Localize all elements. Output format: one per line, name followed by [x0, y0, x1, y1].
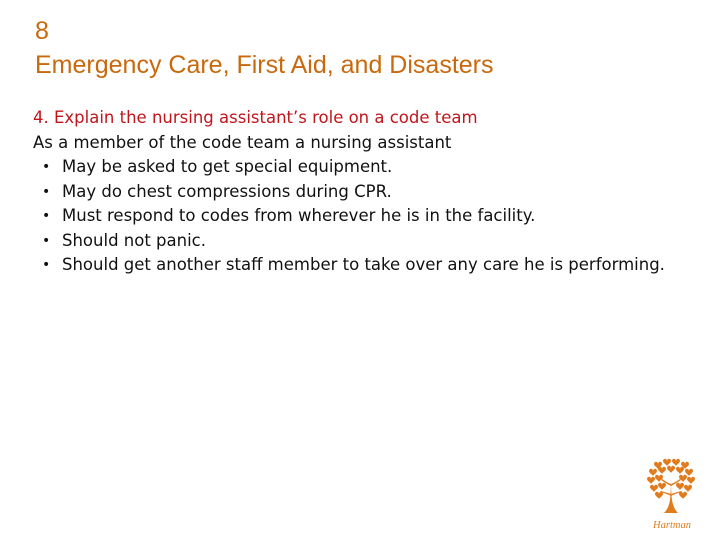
- bullet-item: [33, 155, 693, 180]
- bullet-icon: •: [42, 159, 51, 175]
- bullet-text: May be asked to get special equipment.: [62, 157, 393, 176]
- logo-wordmark: Hartman: [653, 520, 691, 531]
- bullet-icon: •: [42, 183, 51, 200]
- slide-body: [33, 106, 693, 278]
- bullet-text: Should not panic.: [62, 230, 206, 250]
- bullet-icon: •: [42, 208, 51, 224]
- chapter-title: Emergency Care, First Aid, and Disasters: [35, 51, 494, 79]
- bullet-item: [33, 253, 693, 278]
- intro-text: As a member of the code team a nursing assistant: [33, 132, 452, 152]
- tree-of-hearts-icon: [640, 456, 708, 534]
- hartman-logo: [640, 456, 708, 534]
- bullet-text: Should get another staff member to take over any care he is performing.: [62, 255, 665, 274]
- slide-title: [35, 14, 494, 82]
- bullet-item: [33, 180, 693, 205]
- bullet-list: [33, 155, 693, 278]
- chapter-number: 8: [35, 17, 49, 45]
- learning-objective: 4. Explain the nursing assistant’s role on a code team: [33, 108, 478, 127]
- bullet-icon: •: [42, 232, 51, 249]
- bullet-text: Must respond to codes from wherever he is in the facility.: [62, 206, 536, 225]
- bullet-icon: •: [42, 257, 51, 273]
- bullet-text: May do chest compressions during CPR.: [62, 181, 392, 201]
- bullet-item: [33, 204, 693, 229]
- bullet-item: [33, 229, 693, 254]
